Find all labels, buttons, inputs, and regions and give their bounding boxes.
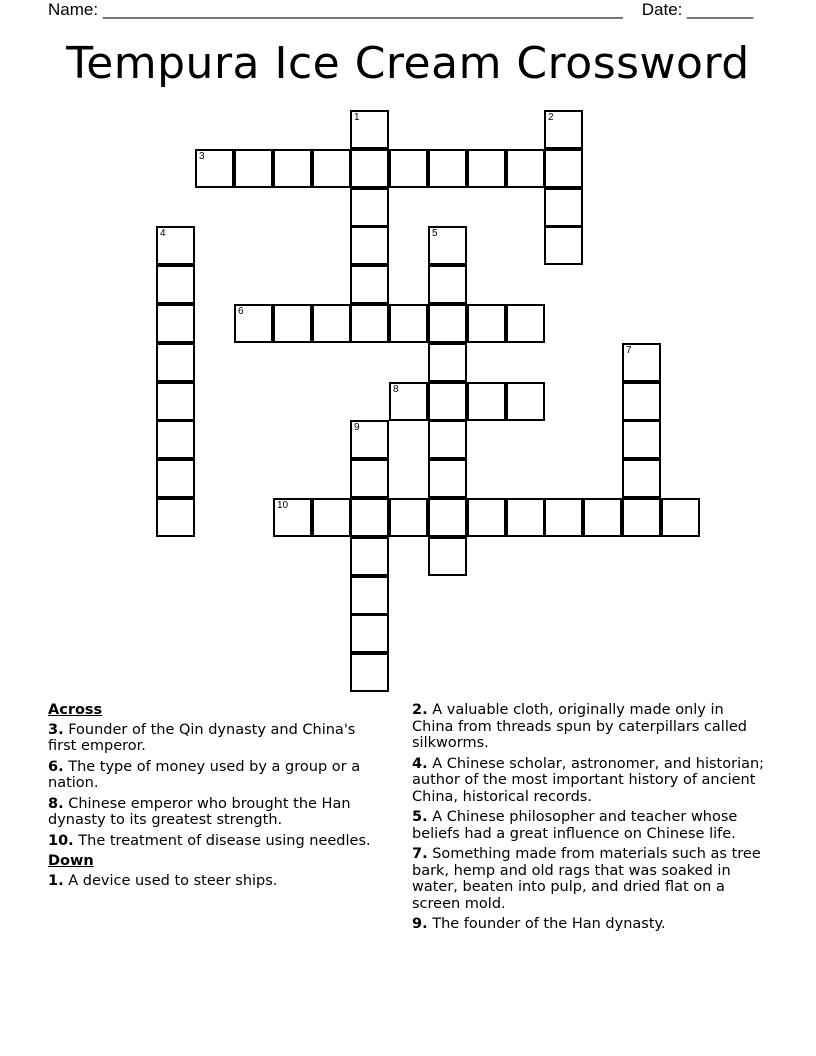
clue-item xyxy=(48,833,388,850)
page-title: Tempura Ice Cream Crossword xyxy=(66,38,750,89)
clue-item xyxy=(412,846,768,912)
grid-cell[interactable] xyxy=(234,304,273,343)
clue-text: A device used to steer ships. xyxy=(63,872,278,889)
header-fields xyxy=(48,0,753,20)
clue-item xyxy=(48,759,388,792)
grid-cell[interactable] xyxy=(467,149,506,188)
grid-cell[interactable] xyxy=(312,498,351,537)
clue-text: A Chinese philosopher and teacher whose beliefs had a great influence on Chinese life. xyxy=(412,809,738,842)
cell-number: 2 xyxy=(548,112,554,123)
grid-cell[interactable] xyxy=(661,498,700,537)
grid-cell[interactable] xyxy=(428,265,467,304)
grid-cell[interactable] xyxy=(428,226,467,265)
cell-number: 5 xyxy=(432,228,438,239)
cell-number: 7 xyxy=(626,345,632,356)
clue-text: The type of money used by a group or a nation. xyxy=(48,758,361,791)
grid-cell[interactable] xyxy=(156,226,195,265)
grid-cell[interactable] xyxy=(428,459,467,498)
grid-cell[interactable] xyxy=(389,382,428,421)
grid-cell[interactable] xyxy=(273,149,312,188)
grid-cell[interactable] xyxy=(234,149,273,188)
grid-cell[interactable] xyxy=(350,188,389,227)
name-label: Name: xyxy=(48,0,99,19)
grid-cell[interactable] xyxy=(467,498,506,537)
grid-cell[interactable] xyxy=(389,149,428,188)
grid-cell[interactable] xyxy=(544,149,583,188)
grid-cell[interactable] xyxy=(506,304,545,343)
grid-cell[interactable] xyxy=(544,110,583,149)
grid-cell[interactable] xyxy=(156,343,195,382)
grid-cell[interactable] xyxy=(156,459,195,498)
clue-item xyxy=(48,722,388,755)
grid-cell[interactable] xyxy=(312,304,351,343)
grid-cell[interactable] xyxy=(622,343,661,382)
grid-cell[interactable] xyxy=(544,498,583,537)
grid-cell[interactable] xyxy=(350,498,389,537)
cell-number: 9 xyxy=(354,422,360,433)
clue-number: 1. xyxy=(48,872,64,889)
grid-cell[interactable] xyxy=(428,537,467,576)
clue-text: Chinese emperor who brought the Han dynasty to its greatest strength. xyxy=(48,795,351,828)
grid-cell[interactable] xyxy=(273,304,312,343)
grid-cell[interactable] xyxy=(583,498,622,537)
cell-number: 6 xyxy=(238,306,244,317)
clue-text: Something made from materials such as tree bark, hemp and old rags that was soaked in water, beaten into pulp, and dried flat on a screen mold. xyxy=(412,846,761,912)
clue-number: 6. xyxy=(48,758,64,775)
clue-text: The treatment of disease using needles. xyxy=(73,832,371,849)
grid-cell[interactable] xyxy=(312,149,351,188)
clue-item xyxy=(48,796,388,829)
across-heading: Across xyxy=(48,702,103,718)
grid-cell[interactable] xyxy=(467,382,506,421)
grid-cell[interactable] xyxy=(389,498,428,537)
grid-cell[interactable] xyxy=(350,653,389,692)
cell-number: 8 xyxy=(393,384,399,395)
cell-number: 3 xyxy=(199,151,205,162)
clue-text: Founder of the Qin dynasty and China's first emperor. xyxy=(48,721,356,754)
clue-number: 7. xyxy=(412,846,428,862)
grid-cell[interactable] xyxy=(467,304,506,343)
cell-number: 10 xyxy=(277,500,289,511)
clue-text: A Chinese scholar, astronomer, and historian; author of the most important history of ancient China, historical records. xyxy=(412,755,765,805)
grid-cell[interactable] xyxy=(350,226,389,265)
clue-number: 3. xyxy=(48,721,64,738)
grid-cell[interactable] xyxy=(506,498,545,537)
grid-cell[interactable] xyxy=(544,188,583,227)
name-line[interactable]: _______________________________________________________ xyxy=(102,0,623,19)
clue-item xyxy=(412,809,768,842)
clues-left-column xyxy=(48,702,388,893)
grid-cell[interactable] xyxy=(428,304,467,343)
grid-cell[interactable] xyxy=(428,382,467,421)
grid-cell[interactable] xyxy=(350,149,389,188)
grid-cell[interactable] xyxy=(428,498,467,537)
clue-number: 2. xyxy=(412,702,428,718)
grid-cell[interactable] xyxy=(350,110,389,149)
grid-cell[interactable] xyxy=(195,149,234,188)
clue-item xyxy=(412,916,768,933)
across-clue-list xyxy=(48,722,388,850)
clue-number: 9. xyxy=(412,916,428,932)
clue-text: The founder of the Han dynasty. xyxy=(427,916,666,932)
grid-cell[interactable] xyxy=(350,265,389,304)
cell-number: 1 xyxy=(354,112,360,123)
grid-cell[interactable] xyxy=(389,304,428,343)
grid-cell[interactable] xyxy=(156,265,195,304)
grid-cell[interactable] xyxy=(350,576,389,615)
clue-number: 8. xyxy=(48,795,64,812)
clue-number: 5. xyxy=(412,809,428,825)
grid-cell[interactable] xyxy=(428,343,467,382)
clue-item xyxy=(412,702,768,752)
down-clue-list-right xyxy=(412,702,768,933)
grid-cell[interactable] xyxy=(273,498,312,537)
date-label: Date: xyxy=(641,0,683,19)
grid-cell[interactable] xyxy=(428,149,467,188)
clue-item xyxy=(412,756,768,806)
down-heading: Down xyxy=(48,853,94,869)
cell-number: 4 xyxy=(160,228,166,239)
grid-cell[interactable] xyxy=(350,614,389,653)
grid-cell[interactable] xyxy=(622,498,661,537)
grid-cell[interactable] xyxy=(622,420,661,459)
grid-cell[interactable] xyxy=(544,226,583,265)
clues-right-column xyxy=(412,702,768,937)
clue-item xyxy=(48,873,388,890)
down-clue-list-left xyxy=(48,873,388,890)
grid-cell[interactable] xyxy=(622,459,661,498)
grid-cell[interactable] xyxy=(350,537,389,576)
grid-cell[interactable] xyxy=(350,304,389,343)
clue-number: 10. xyxy=(48,832,74,849)
grid-cell[interactable] xyxy=(156,420,195,459)
clue-number: 4. xyxy=(412,755,428,772)
grid-cell[interactable] xyxy=(506,149,545,188)
grid-cell[interactable] xyxy=(428,420,467,459)
grid-cell[interactable] xyxy=(350,420,389,459)
date-line[interactable]: _______ xyxy=(687,0,754,19)
grid-cell[interactable] xyxy=(622,382,661,421)
grid-cell[interactable] xyxy=(506,382,545,421)
grid-cell[interactable] xyxy=(156,498,195,537)
grid-cell[interactable] xyxy=(156,304,195,343)
grid-cell[interactable] xyxy=(156,382,195,421)
clue-text: A valuable cloth, originally made only in China from threads spun by caterpillars called silkworms. xyxy=(412,702,747,751)
grid-cell[interactable] xyxy=(350,459,389,498)
